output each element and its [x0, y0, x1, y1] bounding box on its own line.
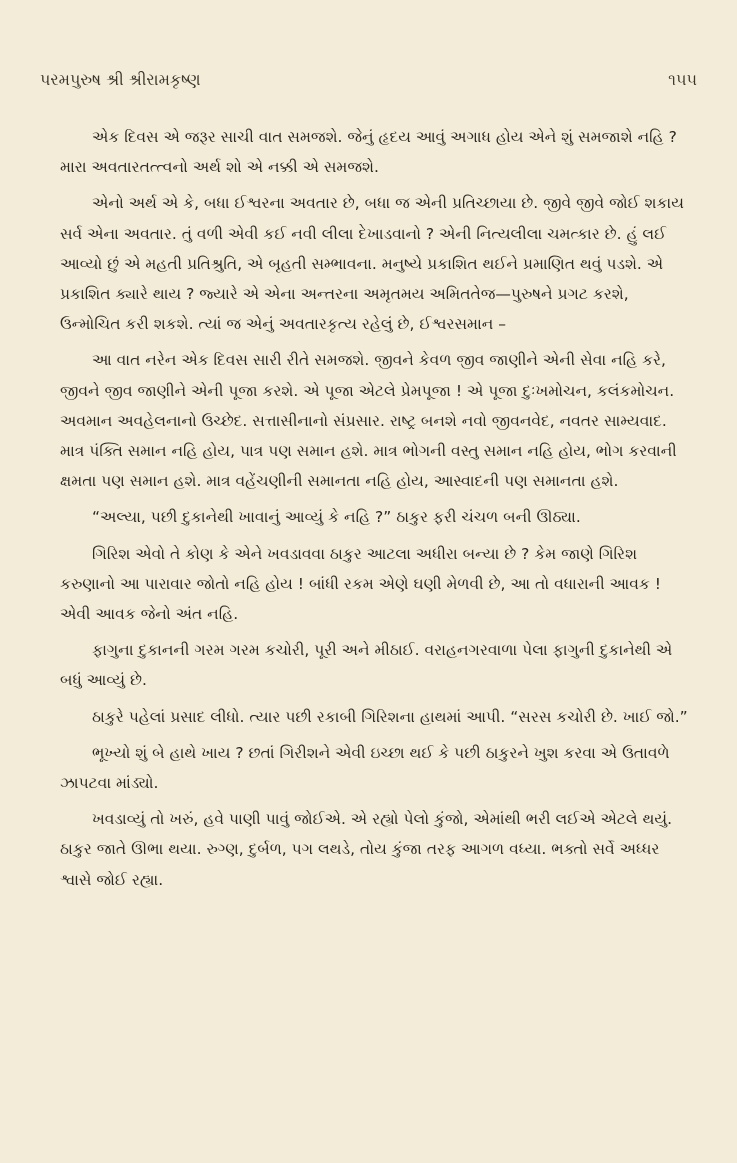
paragraph: ગિરિશ એવો તે કોણ કે એને ખવડાવવા ઠાકુર આટલા અધીરા બન્યા છે ? કેમ જાણે ગિરિશ કરુણાનો આ પારાવાર જોતો નહિ હોય ! બાંધી રકમ એણે ઘણી મેળવી છે, આ તો વધારાની આવક ! એવી આવક જેનો અંત નહિ. — [60, 544, 662, 624]
running-header — [40, 70, 697, 90]
paragraph: ભૂખ્યો શું બે હાથે ખાય ? છતાં ગિરીશને એવી ઇચ્છા થઈ કે પછી ઠાકુરને ખુશ કરવા એ ઉતાવળે ઝાપટવા માંડ્યો. — [60, 743, 670, 793]
paragraph: એનો અર્થ એ કે, બધા ઈશ્વરના અવતાર છે, બધા જ એની પ્રતિચ્છાયા છે. જીવે જીવે જોઈ શકાય સર્વ એના અવતાર. તું વળી એવી કઈ નવી લીલા દેખાડવાનો ? એની નિત્યલીલા ચમત્કાર છે. હું લઈ આવ્યો છું એ મહતી પ્રતિશ્રુતિ, એ બૃહતી સમ્ભાવના. મનુષ્યે પ્રકાશિત થઈને પ્રમાણિત થવું પડશે. એ પ્રકાશિત ક્યારે થાય ? જ્યારે એ એના અન્તરના અમૃતમય અમિતતેજ—પુરુષને પ્રગટ કરશે, ઉન્મોચિત કરી શકશે. ત્યાં જ એનું અવતારકૃત્ય રહેલું છે, ઈશ્વરસમાન – — [60, 194, 684, 334]
paragraph: ઠાકુરે પહેલાં પ્રસાદ લીધો. ત્યાર પછી રકાબી ગિરિશના હાથમાં આપી. “સરસ કચોરી છે. ખાઈ જો.” — [92, 707, 688, 726]
paragraph: ખવડાવ્યું તો ખરું, હવે પાણી પાવું જોઈએ. એ રહ્યો પેલો કુંજો, એમાંથી ભરી લઈએ એટલે થયું. ઠાકુર જાતે ઊભા થયા. રુગ્ણ, દુર્બળ, પગ લથડે, તોય કુંજા તરફ આગળ વધ્યા. ભક્તો સર્વે અધ્ધર શ્વાસે જોઈ રહ્યા. — [60, 810, 673, 889]
body-text — [60, 122, 693, 901]
running-title: પરમપુરુષ શ્રી શ્રીરામકૃષ્ણ — [40, 70, 201, 89]
paragraph: આ વાત નરેન એક દિવસ સારી રીતે સમજશે. જીવને કેવળ જીવ જાણીને એની સેવા નહિ કરે, જીવને જીવ જાણીને એની પૂજા કરશે. એ પૂજા એટલે પ્રેમપૂજા ! એ પૂજા દુઃખમોચન, કલંકમોચન. અવમાન અવહેલનાનો ઉચ્છેદ. સત્તાસીનાનો સંપ્રસાર. રાષ્ટ્ર બનશે નવો જીવનવેદ, નવતર સામ્યવાદ. માત્ર પંક્તિ સમાન નહિ હોય, પાત્ર પણ સમાન હશે. માત્ર ભોગની વસ્તુ સમાન નહિ હોય, ભોગ કરવાની ક્ષમતા પણ સમાન હશે. માત્ર વહેંચણીની સમાનતા નહિ હોય, આસ્વાદની પણ સમાનતા હશે. — [60, 351, 677, 491]
paragraph: એક દિવસ એ જરૂર સાચી વાત સમજશે. જેનું હૃદય આવું અગાધ હોય એને શું સમજાશે નહિ ? મારા અવતારતત્ત્વનો અર્થ શો એ નક્કી એ સમજશે. — [60, 128, 677, 177]
page-number: ૧૫૫ — [668, 70, 697, 89]
paragraph: “અલ્યા, પછી દુકાનેથી ખાવાનું આવ્યું કે નહિ ?” ઠાકુર ફરી ચંચળ બની ઊઠ્યા. — [92, 508, 581, 527]
paragraph: ફાગુના દુકાનની ગરમ ગરમ કચોરી, પૂરી અને મીઠાઈ. વરાહનગરવાળા પેલા ફાગુની દુકાનેથી એ બધું આવ્યું છે. — [60, 641, 673, 690]
